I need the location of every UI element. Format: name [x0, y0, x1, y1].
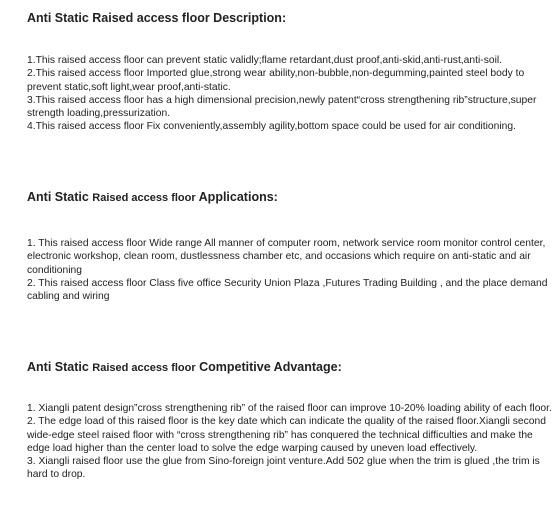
- advantage-list: [27, 402, 555, 482]
- advantage-item: 3. Xiangli raised floor use the glue from Sino-foreign joint venture.Add 502 glue when the trim is glued ,the trim is hard to drop.: [27, 456, 540, 481]
- advantage-item: 1. Xiangli patent design”cross strengthening rib” of the raised floor can improve 10-20% loading ability of each floor.: [27, 403, 552, 414]
- advantage-heading-small: Raised access floor: [92, 362, 196, 374]
- applications-heading-prefix: Anti Static: [27, 190, 89, 204]
- advantage-heading: [27, 360, 342, 374]
- description-item: 3.This raised access floor has a high dimensional precision,newly patent“cross strengthening rib”structure,super strength loading,pressurization.: [27, 94, 537, 120]
- applications-heading-small: Raised access floor: [92, 192, 196, 204]
- description-heading: [27, 11, 286, 25]
- advantage-item: 2. The edge load of this raised floor is the key date which can indicate the quality of the raised floor.Xiangli second wide-edge steel raised floor with “cross strengthening rib” has conquered the technical difficulties and make the edge load higher than the center load to solve the edge warping caused by uneven load effectively.: [27, 416, 546, 454]
- description-heading-text: Anti Static Raised access floor Description:: [27, 11, 287, 25]
- applications-list: [27, 237, 555, 303]
- description-item: 2.This raised access floor Imported glue,strong wear ability,non-bubble,non-degumming,painted steel body to prevent static,soft light,wear proof,anti-static.: [27, 68, 525, 93]
- applications-heading: [27, 190, 278, 204]
- description-item: 1.This raised access floor can prevent static validly;flame retardant,dust proof,anti-skid,anti-rust,anti-soil.: [27, 55, 503, 66]
- advantage-heading-suffix: Competitive Advantage:: [199, 360, 342, 374]
- description-list: [27, 54, 555, 134]
- applications-item: 2. This raised access floor Class five office Security Union Plaza ,Futures Trading Building , and the place demand cabling and wiring: [27, 277, 548, 303]
- advantage-heading-prefix: Anti Static: [27, 360, 89, 374]
- applications-heading-suffix: Applications:: [198, 190, 278, 204]
- description-item: 4.This raised access floor Fix conveniently,assembly agility,bottom space could be used for air conditioning.: [27, 121, 516, 133]
- applications-item: 1. This raised access floor Wide range All manner of computer room, network service room monitor control center, electronic workshop, clean room, dustlessness chamber etc, and occasions which require on anti-static and air conditioning: [27, 238, 546, 276]
